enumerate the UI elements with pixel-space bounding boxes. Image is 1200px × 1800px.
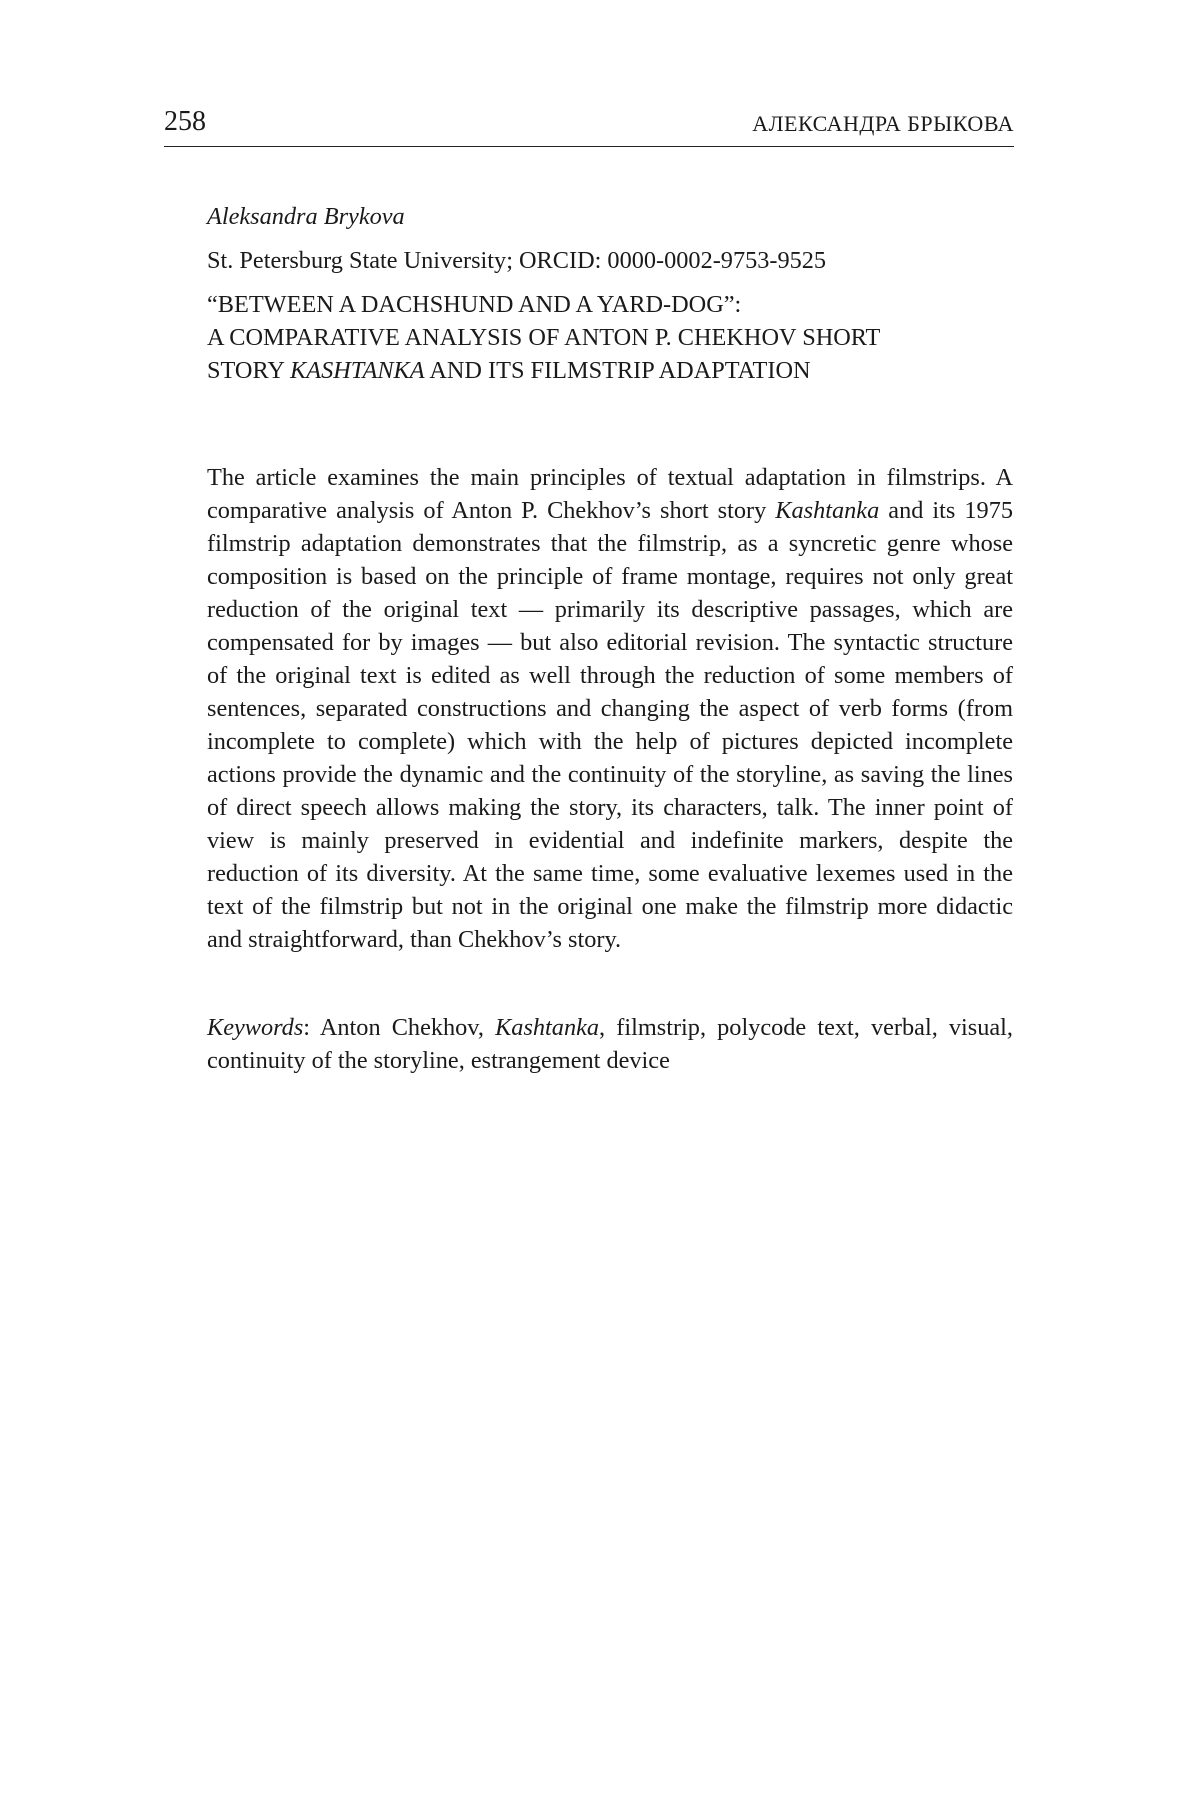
keywords-label: Keywords (207, 1014, 304, 1041)
keywords-separator: : (303, 1014, 320, 1041)
title-line-3-suffix: AND ITS FILMSTRIP ADAPTATION (424, 357, 811, 384)
author-affiliation: St. Petersburg State University; ORCID: 0000-0002-9753-9525 (207, 247, 827, 274)
keywords (207, 1011, 1013, 1077)
title-italic-kashtanka: KASHTANKA (290, 357, 425, 384)
abstract-part-1: The article examines the main principles of textual adaptation in filmstrips. A comparative analysis of Anton P. Chekhov’s short story (207, 464, 1013, 524)
abstract-part-2: and its 1975 filmstrip adaptation demonstrates that the filmstrip, as a syncretic genre whose composition is based on the principle of frame montage, requires not only great reduction of the original text — primarily its descriptive passages, which are compensated for by images — but also editorial revision. The syntactic structure of the original text is edited as well through the reduction of some members of sentences, separated constructions and changing the aspect of verb forms (from incomplete to complete) which with the help of pictures depicted incomplete actions provide the dynamic and the continuity of the storyline, as saving the lines of direct speech allows making the story, its characters, talk. The inner point of view is mainly preserved in evidential and indefinite markers, despite the reduction of its diversity. At the same time, some evaluative lexemes used in the text of the filmstrip but not in the original one make the filmstrip more didactic and straightforward, than Chekhov’s story. (207, 497, 1013, 953)
keywords-italic-kashtanka: Kashtanka (495, 1014, 600, 1041)
keywords-part-1: Anton Chekhov, (319, 1014, 496, 1041)
author-name: Aleksandra Brykova (207, 203, 405, 230)
page-header (164, 104, 1014, 147)
page-number: 258 (164, 106, 206, 137)
title-line-2: A COMPARATIVE ANALYSIS OF ANTON P. CHEKHOV SHORT (207, 324, 881, 351)
abstract-italic-kashtanka: Kashtanka (775, 497, 880, 524)
title-line-3 (207, 354, 1013, 387)
title-line-1: “BETWEEN A DACHSHUND AND A YARD-DOG”: (207, 291, 742, 318)
article-title (207, 288, 1013, 387)
title-line-3-prefix: STORY (207, 357, 291, 384)
keywords-part-2: , filmstrip, polycode text, verbal, visual, continuity of the storyline, estrangement device (207, 1014, 1014, 1074)
article-content (207, 200, 1013, 1077)
running-head: АЛЕКСАНДРА БРЫКОВА (752, 111, 1014, 136)
abstract (207, 461, 1013, 956)
